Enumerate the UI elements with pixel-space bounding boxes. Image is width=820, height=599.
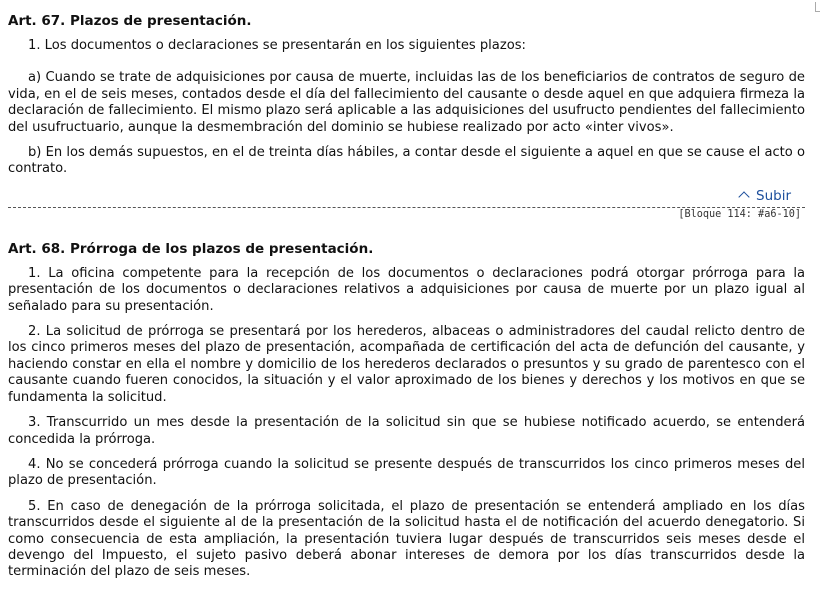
article-67-title: Art. 67. Plazos de presentación. (8, 13, 252, 29)
article-68-paragraph-1: 1. La oficina competente para la recepción de los documentos o declaraciones podrá otorgar prórroga para la presentación de los documentos o declaraciones relativos a adquisiciones por causa de muerte por un plazo igual al señalado para su presentación. (8, 265, 805, 314)
document-body (8, 0, 805, 581)
article-67-paragraph-1: 1. Los documentos o declaraciones se presentarán en los siguientes plazos: (28, 38, 526, 53)
article-68-paragraph-3: 3. Transcurrido un mes desde la presentación de la solicitud sin que se hubiese notificado acuerdo, se entenderá concedida la prórroga. (8, 415, 805, 447)
subir-label: Subir (756, 187, 791, 204)
scroll-marker-icon (815, 2, 820, 12)
subir-row (8, 187, 805, 207)
bloque-reference: [Bloque 114: #a6-10] (678, 208, 801, 220)
article-68-paragraph-2: 2. La solicitud de prórroga se presentará por los herederos, albaceas o administradores del caudal relicto dentro de los cinco primeros meses del plazo de presentación, acompañada de certificación del acta de defunción del causante, y haciendo constar en ella el nombre y domicilio de los herederos declarados o presuntos y su grado de parentesco con el causante cuando fueren conocidos, la situación y el valor aproximado de los bienes y derechos y los motivos en que se fundamenta la solicitud. (8, 324, 805, 405)
article-68-paragraph-4: 4. No se concederá prórroga cuando la solicitud se presente después de transcurridos los cinco primeros meses del plazo de presentación. (8, 456, 805, 489)
article-67-paragraph-a: a) Cuando se trate de adquisiciones por causa de muerte, incluidas las de los beneficiarios de contratos de seguro de vida, en el de seis meses, contados desde el día del fallecimiento del causante o desde aquel en que adquiera firmeza la declaración de fallecimiento. El mismo plazo será aplicable a las adquisiciones del usufructo pendientes del fallecimiento del usufructuario, aunque la desmembración del dominio se hubiese realizado por acto «inter vivos». (8, 70, 805, 135)
chevron-up-icon (738, 191, 749, 202)
article-67-paragraph-b: b) En los demás supuestos, en el de treinta días hábiles, a contar desde el siguiente a aquel en que se cause el acto o contrato. (8, 145, 805, 177)
article-68-title: Art. 68. Prórroga de los plazos de presentación. (8, 240, 374, 257)
subir-link[interactable] (740, 187, 791, 205)
article-68-paragraph-5: 5. En caso de denegación de la prórroga solicitada, el plazo de presentación se entenderá ampliado en los días transcurridos desde el siguiente al de la presentación de la solicitud hasta el de notificación del acuerdo denegatorio. Si como consecuencia de esta ampliación, la presentación tuviera lugar después de transcurridos seis meses desde el devengo del Impuesto, el sujeto pasivo deberá abonar intereses de demora por los días transcurridos desde la terminación del plazo de seis meses. (8, 498, 805, 580)
bloque-row (8, 208, 805, 222)
